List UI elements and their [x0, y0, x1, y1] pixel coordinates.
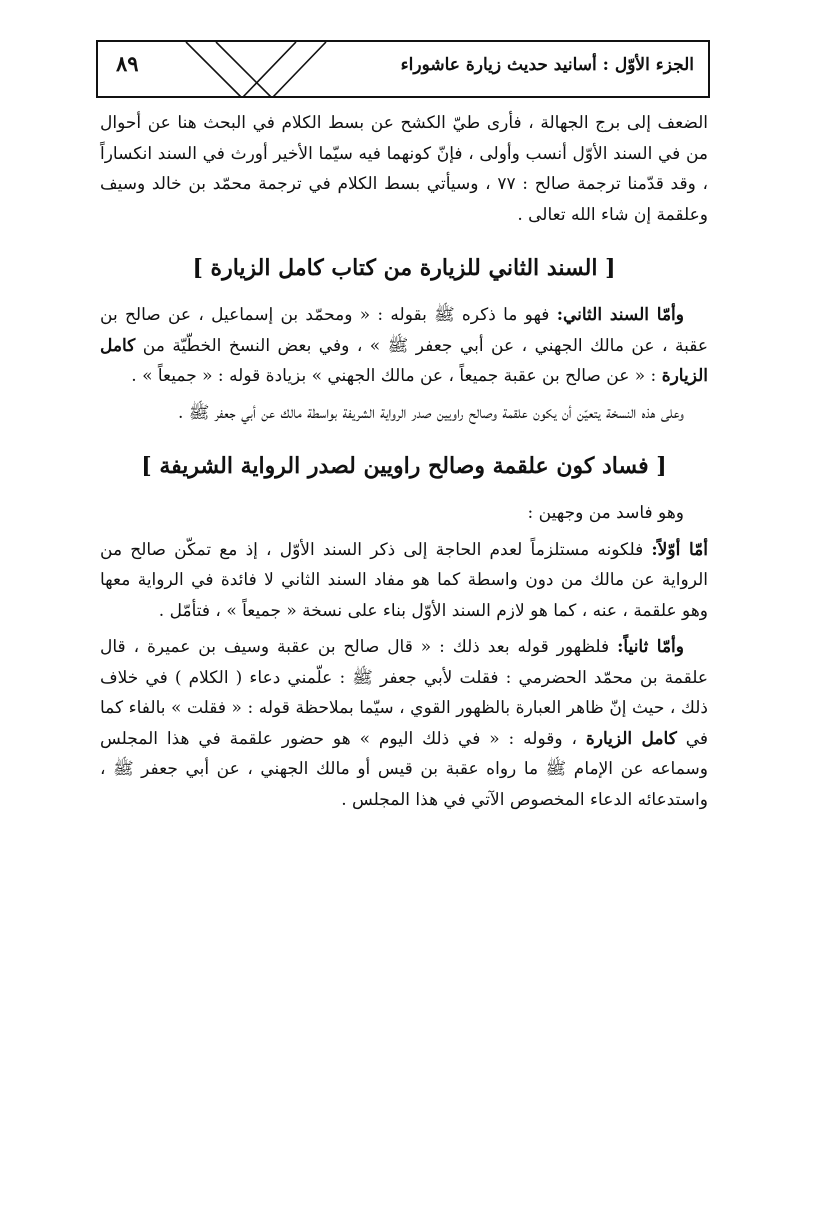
- paragraph-lead: أمّا أوّلاً:: [651, 539, 708, 560]
- paragraph-continuation: الضعف إلى برج الجهالة ، فأرى طيّ الكشح عن بسط الكلام في البحث هنا عن أحوال من في السند الأوّل أنسب وأولى ، فإنّ كونهما فيه سيّما الأخير أورث في السند انكساراً ، وقد قدّمنا ترجمة صالح : ٧٧ ، وسيأتي بسط الكلام في ترجمة محمّد بن خالد وسيف وعلقمة إن شاء الله تعالى .: [100, 113, 708, 225]
- paragraph-text: فلظهور قوله بعد ذلك : « قال صالح بن عقبة وسيف بن عميرة ، قال علقمة بن محمّد الحضرمي : فقلت لأبي جعفر ﷺ : علّمني دعاء ( الكلام ) في خلاف ذلك ، حيث إنّ ظاهر العبارة بالظهور القوي ، سيّما بملاحظة قوله : « فقلت » بالفاء كما في: [100, 637, 709, 749]
- section-heading-invalidity: [ فساد كون علقمة وصالح راويين لصدر الرواية الشريفة ]: [141, 453, 667, 479]
- paragraph-second-aspect: [100, 632, 708, 815]
- header-title: الجزء الأوّل : أسانيد حديث زيارة عاشوراء: [400, 55, 694, 75]
- paragraph-second-chain: [100, 300, 708, 392]
- running-header: [96, 40, 710, 98]
- header-ornament: [156, 42, 336, 98]
- page-number: ٨٩: [116, 51, 139, 76]
- paragraph-text: فهو ما ذكره ﷺ بقوله : « ومحمّد بن إسماعيل ، عن صالح بن عقبة ، عن مالك الجهني ، عن أبي جعفر ﷺ » ، وفي بعض النسخ الخطّيّة من: [100, 305, 708, 356]
- paragraph-first-aspect: [100, 535, 708, 627]
- paragraph-text: ، وقوله : « في ذلك اليوم » هو حضور علقمة في هذا المجلس وسماعه عن الإمام ﷺ ما رواه عقبة بن قيس أو مالك الجهني ، عن أبي جعفر ﷺ ، واستدعائه الدعاء المخصوص الآتي في هذا المجلس .: [100, 728, 708, 810]
- page-body: [100, 108, 708, 821]
- paragraph-text: : « عن صالح بن عقبة جميعاً ، عن مالك الجهني » بزيادة قوله : « جميعاً » .: [131, 366, 662, 386]
- book-title: كامل الزيارة: [100, 335, 708, 386]
- paragraph-text: فلكونه مستلزماً لعدم الحاجة إلى ذكر السند الأوّل ، إذ مع تمكّن صالح من الرواية عن مالك من دون واسطة كما هو مفاد السند الثاني لا فائدة في الرواية معها وهو علقمة ، عنه ، كما هو لازم السند الأوّل بناء على نسخة « جميعاً » ، فتأمّل .: [100, 539, 708, 621]
- section-heading-second-chain: [ السند الثاني للزيارة من كتاب كامل الزيارة ]: [192, 255, 616, 281]
- paragraph-lead: وأمّا السند الثاني:: [556, 305, 684, 325]
- book-title: كامل الزيارة: [585, 728, 677, 749]
- paragraph-version-note: وعلى هذه النسخة يتعيّن أن يكون علقمة وصالح راويين صدر الرواية الشريفة بواسطة مالك عن أبي جعفر ﷺ .: [178, 402, 684, 423]
- paragraph-lead: وأمّا ثانياً:: [617, 637, 684, 657]
- paragraph-two-aspects: وهو فاسد من وجهين :: [527, 503, 684, 523]
